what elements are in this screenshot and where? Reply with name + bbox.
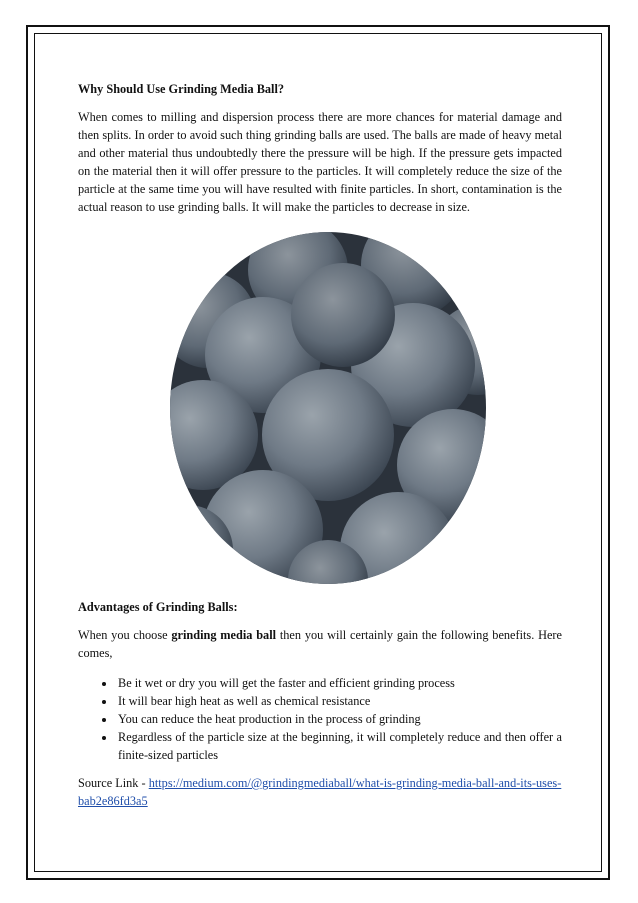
document-body (78, 80, 562, 810)
source-line (78, 774, 562, 810)
section-paragraph-advantages (78, 626, 562, 662)
source-link[interactable]: https://medium.com/@grindingmediaball/what-is-grinding-media-ball-and-its-uses-bab2e86fd3a5 (78, 776, 562, 808)
section-heading-why: Why Should Use Grinding Media Ball? (78, 82, 285, 96)
grinding-balls-photo (168, 230, 488, 586)
benefit-item: • It will bear high heat as well as chemical resistance (116, 692, 562, 710)
intro-text-after: then you will certainly gain the following benefits. Here comes, (78, 628, 562, 660)
benefits-list (78, 674, 562, 764)
section-heading-advantages: Advantages of Grinding Balls: (78, 600, 238, 614)
intro-bold-keyword: grinding media ball (171, 628, 277, 642)
section-paragraph-why: When comes to milling and dispersion process there are more chances for material damage and then splits. In order to avoid such thing grinding balls are used. The balls are made of heavy metal and other material thus undoubtedly there the pressure will be high. If the pressure gets impacted on the material then it will offer pressure to the particles. It will completely reduce the size of the particle at the same time you will have resulted with finite particles. In short, contamination is the actual reason to use grinding balls. It will make the particles to decrease in size. (78, 110, 562, 214)
intro-text-before: When you choose (78, 628, 172, 642)
grinding-balls-figure (78, 228, 562, 588)
benefit-item: • Be it wet or dry you will get the faster and efficient grinding process (116, 674, 562, 692)
benefit-item: • Regardless of the particle size at the beginning, it will completely reduce and then offer a finite-sized particles (116, 728, 562, 764)
source-label: Source Link - (78, 776, 149, 790)
benefit-item: • You can reduce the heat production in the process of grinding (116, 710, 562, 728)
